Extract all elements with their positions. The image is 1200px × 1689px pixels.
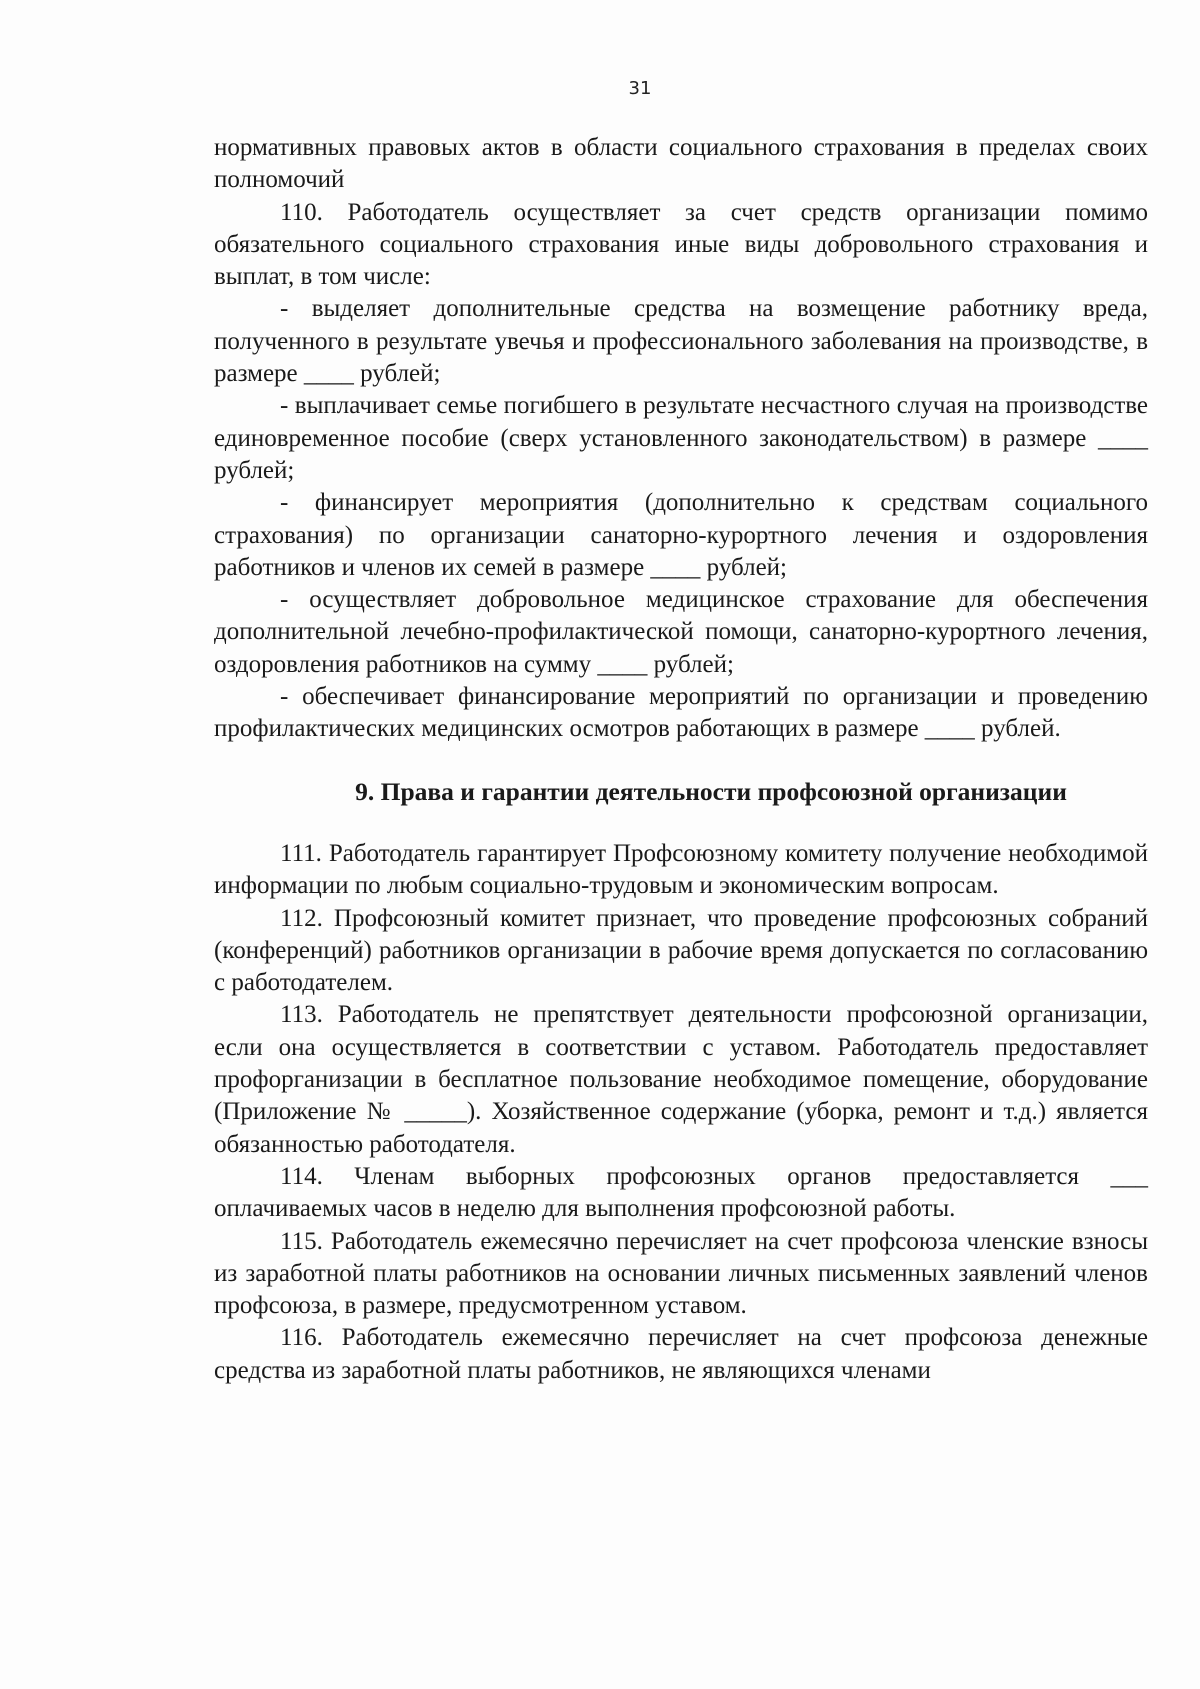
paragraph-p113: 113. Работодатель не препятствует деятельности профсоюзной организации, если она осуществляется в соответствии с уставом. Работодатель предоставляет профорганизации в бесплатное пользование необходимое помещение, оборудование (Приложение № _____). Хозяйственное содержание (уборка, ремонт и т.д.) является обязанностью работодателя. (214, 1001, 1148, 1158)
paragraph-p111: 111. Работодатель гарантирует Профсоюзному комитету получение необходимой информации по любым социально-трудовым и экономическим вопросам. (214, 839, 1148, 900)
paragraph-p116: 116. Работодатель ежемесячно перечисляет на счет профсоюза денежные средства из заработной платы работников, не являющихся членами (214, 1324, 1148, 1384)
paragraph-b4: - осуществляет добровольное медицинское страхование для обеспечения дополнительной лечебно-профилактической помощи, санаторно-курортного лечения, оздоровления работников на сумму ____ рублей; (214, 586, 1148, 678)
section-title: 9. Права и гарантии деятельности профсоюзной организации (355, 776, 1067, 806)
paragraph-b1: - выделяет дополнительные средства на возмещение работнику вреда, полученного в результате увечья и профессионального заболевания на производстве, в размере ____ рублей; (214, 295, 1148, 388)
paragraphs-before-section (214, 132, 1148, 746)
paragraph-p114: 114. Членам выборных профсоюзных органов предоставляется ___ оплачиваемых часов в неделю для выполнения профсоюзной работы. (214, 1162, 1148, 1223)
paragraph-p112: 112. Профсоюзный комитет признает, что проведение профсоюзных собраний (конференций) работников организации в рабочие время допускается по согласованию с работодателем. (214, 904, 1148, 997)
page-number: 31 (628, 78, 652, 99)
paragraph-p115: 115. Работодатель ежемесячно перечисляет на счет профсоюза членские взносы из заработной платы работников на основании личных письменных заявлений членов профсоюза, в размере, предусмотренном уставом. (214, 1227, 1148, 1320)
paragraph-p110: 110. Работодатель осуществляет за счет средств организации помимо обязательного социального страхования иные виды добровольного страхования и выплат, в том числе: (214, 198, 1148, 291)
paragraphs-after-section (214, 838, 1148, 1387)
paragraph-b2: - выплачивает семье погибшего в результате несчастного случая на производстве единовременное пособие (сверх установленного законодательством) в размере ____ рублей; (214, 392, 1148, 484)
paragraph-b3: - финансирует мероприятия (дополнительно к средствам социального страхования) по организации санаторно-курортного лечения и оздоровления работников и членов их семей в размере ____ рублей; (214, 489, 1148, 581)
paragraph-p0: нормативных правовых актов в области социального страхования в пределах своих полномочий (214, 134, 1148, 194)
paragraph-b5: - обеспечивает финансирование мероприятий по организации и проведению профилактических медицинских осмотров работающих в размере ____ рублей. (214, 683, 1148, 743)
document-body (214, 132, 1148, 1387)
